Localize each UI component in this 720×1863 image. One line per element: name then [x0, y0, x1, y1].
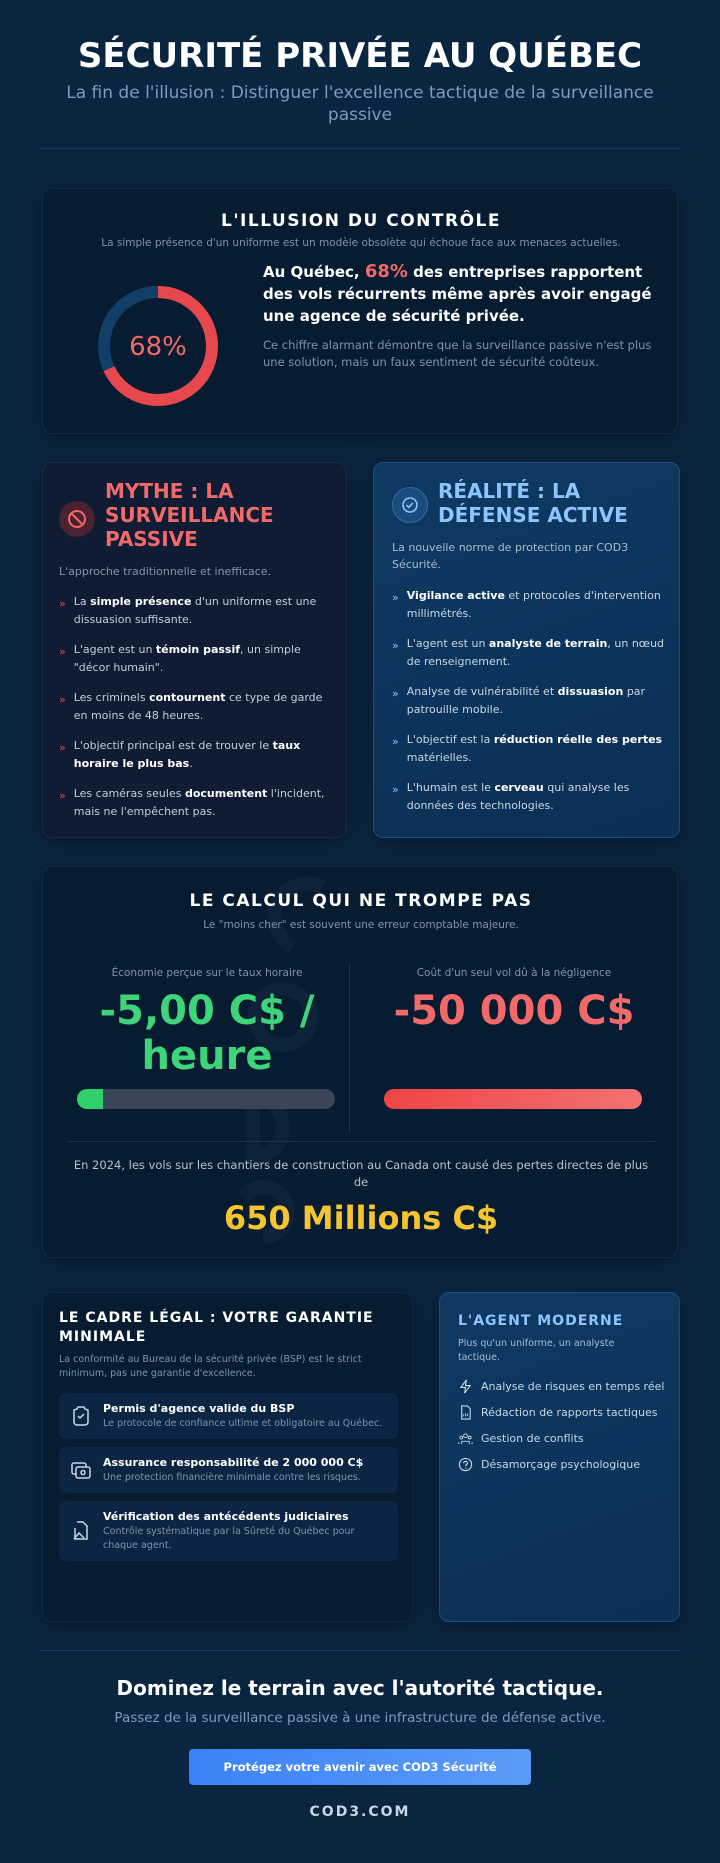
bullet-fragment: , un simple "décor humain". [73, 643, 301, 674]
divider [349, 963, 350, 1133]
illusion-stat [263, 261, 663, 327]
left-value: -5,00 C$ / heure [99, 988, 315, 1079]
bullet-emphasis: simple présence [90, 595, 192, 608]
bullet-fragment: L'objectif principal est de trouver le [73, 739, 273, 752]
divider [67, 1141, 655, 1142]
bullet-emphasis: taux horaire le plus bas [73, 739, 301, 770]
bullet-fragment: L'objectif est la [406, 733, 494, 746]
agent-subtitle: Plus qu'un uniforme, un analyste tactique. [458, 1338, 615, 1363]
bullet-item [392, 779, 674, 815]
bullet-fragment: l'incident, mais ne l'empêchent pas. [73, 787, 325, 818]
divider [40, 148, 680, 149]
stat-highlight: 68% [364, 261, 408, 282]
legal-item-title: Permis d'agence valide du BSP [103, 1402, 295, 1415]
agent-item-label: Gestion de conflits [481, 1432, 584, 1445]
chevron-icon: » [392, 687, 399, 700]
question-icon [458, 1457, 473, 1472]
bullet-text [407, 683, 674, 719]
bullet-text [407, 635, 674, 671]
stat-text: Au Québec, [263, 263, 365, 281]
lightning-icon [458, 1379, 473, 1394]
chevron-icon: » [59, 789, 66, 802]
check-circle-icon [392, 487, 428, 523]
bullet-emphasis: analyste de terrain [488, 637, 608, 650]
money-icon [69, 1458, 93, 1482]
bullet-fragment: et protocoles d'intervention millimétrés. [406, 589, 661, 620]
loss-statement: En 2024, les vols sur les chantiers de construction au Canada ont causé des pertes directes de plus de [73, 1158, 649, 1189]
bullet-text [407, 587, 674, 623]
reality-card [373, 462, 680, 838]
bullet-emphasis: documentent [184, 787, 268, 800]
illusion-note: Ce chiffre alarmant démontre que la surveillance passive n'est plus une solution, mais un faux sentiment de sécurité coûteux. [263, 338, 652, 369]
fingerprint-icon [69, 1519, 93, 1543]
calc-subtitle: Le "moins cher" est souvent une erreur comptable majeure. [203, 919, 519, 931]
badge-check-icon [69, 1404, 93, 1428]
cta-title: Dominez le terrain avec l'autorité tactique. [116, 1676, 604, 1700]
bullet-text [74, 593, 337, 629]
legal-item [59, 1447, 398, 1493]
right-value: -50 000 C$ [393, 988, 635, 1034]
bullet-emphasis: cerveau [494, 781, 544, 794]
right-progress-fill [384, 1089, 642, 1109]
bullet-text [74, 641, 337, 677]
illusion-title: L'ILLUSION DU CONTRÔLE [221, 211, 501, 231]
legal-item-desc: Le protocole de confiance ultime et obligatoire au Québec. [103, 1418, 383, 1429]
legal-items [59, 1393, 398, 1561]
chevron-icon: » [392, 591, 399, 604]
bullet-item [59, 593, 337, 629]
bullet-fragment: qui analyse les données des technologies. [406, 781, 630, 812]
reality-title: RÉALITÉ : LA DÉFENSE ACTIVE [438, 479, 628, 527]
reality-bullets [392, 587, 674, 827]
legal-item [59, 1501, 398, 1561]
myth-card [42, 462, 347, 838]
legal-subtitle: La conformité au Bureau de la sécurité privée (BSP) est le strict minimum, pas une garantie d'excellence. [59, 1354, 362, 1379]
legal-item-title: Assurance responsabilité de 2 000 000 C$ [103, 1456, 364, 1469]
calc-title: LE CALCUL QUI NE TROMPE PAS [189, 891, 533, 911]
bullet-item [59, 689, 337, 725]
bullet-item [59, 641, 337, 677]
right-label: Coût d'un seul vol dû à la négligence [416, 967, 612, 979]
legal-item-desc: Contrôle systématique par la Sûreté du Québec pour chaque agent. [103, 1526, 355, 1551]
chevron-icon: » [59, 741, 66, 754]
bullet-text [407, 731, 674, 767]
agent-list [458, 1379, 673, 1483]
bullet-fragment: Les criminels [73, 691, 150, 704]
report-icon [458, 1405, 473, 1420]
chevron-icon: » [392, 639, 399, 652]
bullet-text [74, 689, 337, 725]
right-progress-bar [384, 1089, 642, 1109]
bullet-fragment: L'agent est un [73, 643, 156, 656]
page-title: SÉCURITÉ PRIVÉE AU QUÉBEC [77, 36, 643, 76]
agent-item [458, 1379, 673, 1394]
chevron-icon: » [392, 735, 399, 748]
agent-title: L'AGENT MODERNE [458, 1313, 624, 1329]
bullet-item [392, 683, 674, 719]
bullet-fragment: , un nœud de renseignement. [406, 637, 665, 668]
legal-item-desc: Une protection financière minimale contre les risques. [103, 1472, 361, 1483]
bullet-text [74, 737, 337, 773]
bullet-fragment: L'humain est le [406, 781, 495, 794]
bullet-emphasis: dissuasion [557, 685, 624, 698]
bullet-fragment: La [73, 595, 91, 608]
bullet-item [59, 737, 337, 773]
ban-icon [59, 501, 95, 537]
bullet-emphasis: contournent [149, 691, 226, 704]
chevron-icon: » [59, 693, 66, 706]
cta-subtitle: Passez de la surveillance passive à une infrastructure de défense active. [114, 1710, 606, 1726]
agent-item [458, 1405, 673, 1420]
agent-item-label: Rédaction de rapports tactiques [481, 1406, 658, 1419]
cta-button[interactable]: Protégez votre avenir avec COD3 Sécurité [189, 1749, 531, 1785]
myth-subtitle: L'approche traditionnelle et inefficace. [59, 565, 272, 578]
bullet-item [392, 587, 674, 623]
bullet-fragment: Analyse de vulnérabilité et [406, 685, 558, 698]
legal-title: LE CADRE LÉGAL : VOTRE GARANTIE MINIMALE [59, 1310, 374, 1345]
illusion-subtitle: La simple présence d'un uniforme est un modèle obsolète qui échoue face aux menaces actuelles. [101, 237, 621, 249]
page-subtitle: La fin de l'illusion : Distinguer l'excellence tactique de la surveillance passive [66, 83, 654, 125]
donut-label: 68% [129, 332, 187, 362]
donut-chart [97, 285, 219, 407]
illusion-card [42, 188, 678, 434]
bullet-emphasis: Vigilance active [406, 589, 505, 602]
bullet-fragment: Les caméras seules [73, 787, 185, 800]
agent-item-label: Analyse de risques en temps réel [481, 1380, 665, 1393]
bullet-item [392, 635, 674, 671]
bullet-text [74, 785, 337, 821]
bullet-emphasis: réduction réelle des pertes [493, 733, 663, 746]
bullet-fragment: par patrouille mobile. [406, 685, 646, 716]
bullet-item [392, 731, 674, 767]
stat-text: des entreprises rapportent des vols récurrents même après avoir engagé une agence de sécurité privée. [263, 263, 652, 325]
myth-bullets [59, 593, 337, 833]
reality-subtitle: La nouvelle norme de protection par COD3 Sécurité. [392, 541, 629, 571]
legal-item-title: Vérification des antécédents judiciaires [103, 1510, 349, 1523]
bullet-fragment: L'agent est un [406, 637, 489, 650]
bullet-fragment: ce type de garde en moins de 48 heures. [73, 691, 323, 722]
agent-item-label: Désamorçage psychologique [481, 1458, 640, 1471]
bullet-emphasis: témoin passif [155, 643, 241, 656]
site-link[interactable]: COD3.COM [309, 1804, 411, 1820]
bullet-text [407, 779, 674, 815]
loss-value: 650 Millions C$ [223, 1199, 499, 1237]
agent-item [458, 1457, 673, 1472]
legal-card [42, 1292, 413, 1622]
divider [40, 1650, 680, 1651]
agent-card [439, 1292, 680, 1622]
left-progress-bar [77, 1089, 335, 1109]
people-icon [458, 1431, 473, 1446]
bullet-item [59, 785, 337, 821]
bullet-fragment: . [189, 757, 193, 770]
bullet-fragment: d'un uniforme est une dissuasion suffisante. [73, 595, 317, 626]
left-label: Économie perçue sur le taux horaire [111, 967, 303, 979]
legal-item [59, 1393, 398, 1439]
chevron-icon: » [59, 597, 66, 610]
agent-item [458, 1431, 673, 1446]
calc-card [42, 866, 678, 1258]
bullet-fragment: matérielles. [406, 751, 472, 764]
left-progress-fill [77, 1089, 103, 1109]
illusion-text [263, 261, 663, 371]
chevron-icon: » [392, 783, 399, 796]
chevron-icon: » [59, 645, 66, 658]
myth-title: MYTHE : LA SURVEILLANCE PASSIVE [105, 479, 274, 551]
